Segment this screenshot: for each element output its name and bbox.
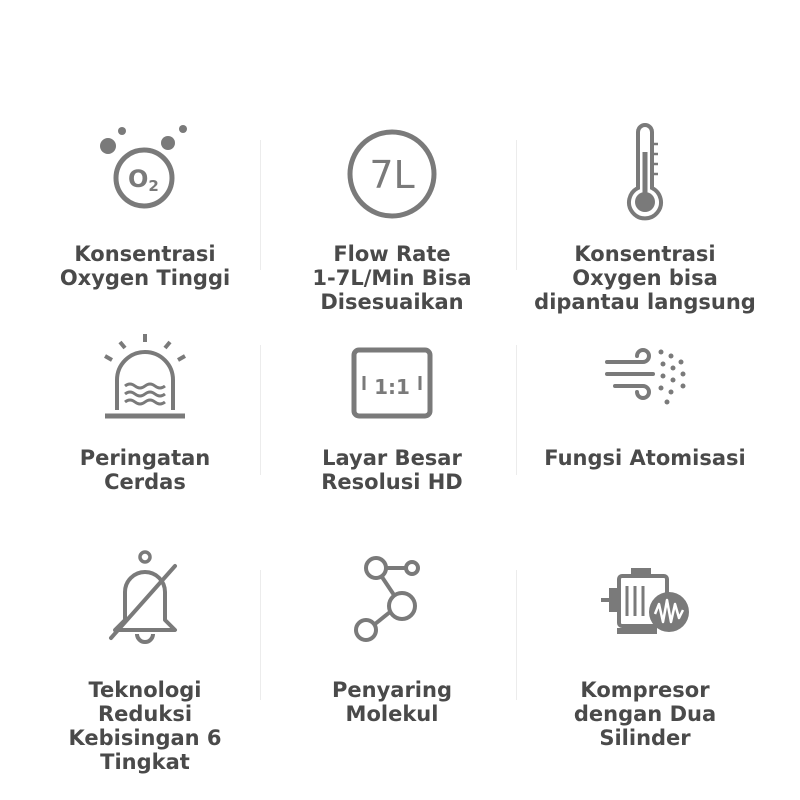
display-icon-text: 1:1 <box>374 375 410 399</box>
feature-label: Peringatan Cerdas <box>79 446 211 494</box>
feature-label: Flow Rate 1-7L/Min Bisa Disesuaikan <box>312 242 472 314</box>
feature-dual-cylinder-compressor <box>515 550 775 750</box>
feature-flow-rate <box>262 122 522 314</box>
feature-molecular-sieve <box>262 550 522 726</box>
feature-label: Kompresor dengan Dua Silinder <box>573 678 717 750</box>
feature-label: Layar Besar Resolusi HD <box>321 446 463 494</box>
feature-label: Fungsi Atomisasi <box>544 446 746 470</box>
feature-large-display <box>262 328 522 494</box>
feature-label: Konsentrasi Oxygen Tinggi <box>59 242 231 290</box>
feature-oxygen-concentration <box>15 122 275 290</box>
feature-atomization <box>515 328 775 470</box>
compressor-motor-icon <box>595 550 695 650</box>
feature-label: Teknologi Reduksi Kebisingan 6 Tingkat <box>68 678 222 774</box>
feature-oxygen-monitoring <box>515 122 775 314</box>
oxygen-bubbles-icon <box>95 122 195 222</box>
thermometer-icon <box>595 122 695 222</box>
display-screen-icon <box>342 328 442 428</box>
feature-label: Penyaring Molekul <box>332 678 452 726</box>
atomization-icon <box>595 328 695 428</box>
feature-smart-alert <box>15 328 275 494</box>
alarm-light-icon <box>95 328 195 428</box>
molecule-icon <box>342 550 442 650</box>
flow-rate-icon-text: 7L <box>369 153 415 197</box>
feature-label: Konsentrasi Oxygen bisa dipantau langsung <box>534 242 756 314</box>
feature-noise-reduction <box>15 550 275 774</box>
oxygen-icon-text: O2 <box>128 165 159 195</box>
bell-off-icon <box>95 550 195 650</box>
flow-rate-icon <box>342 122 442 222</box>
